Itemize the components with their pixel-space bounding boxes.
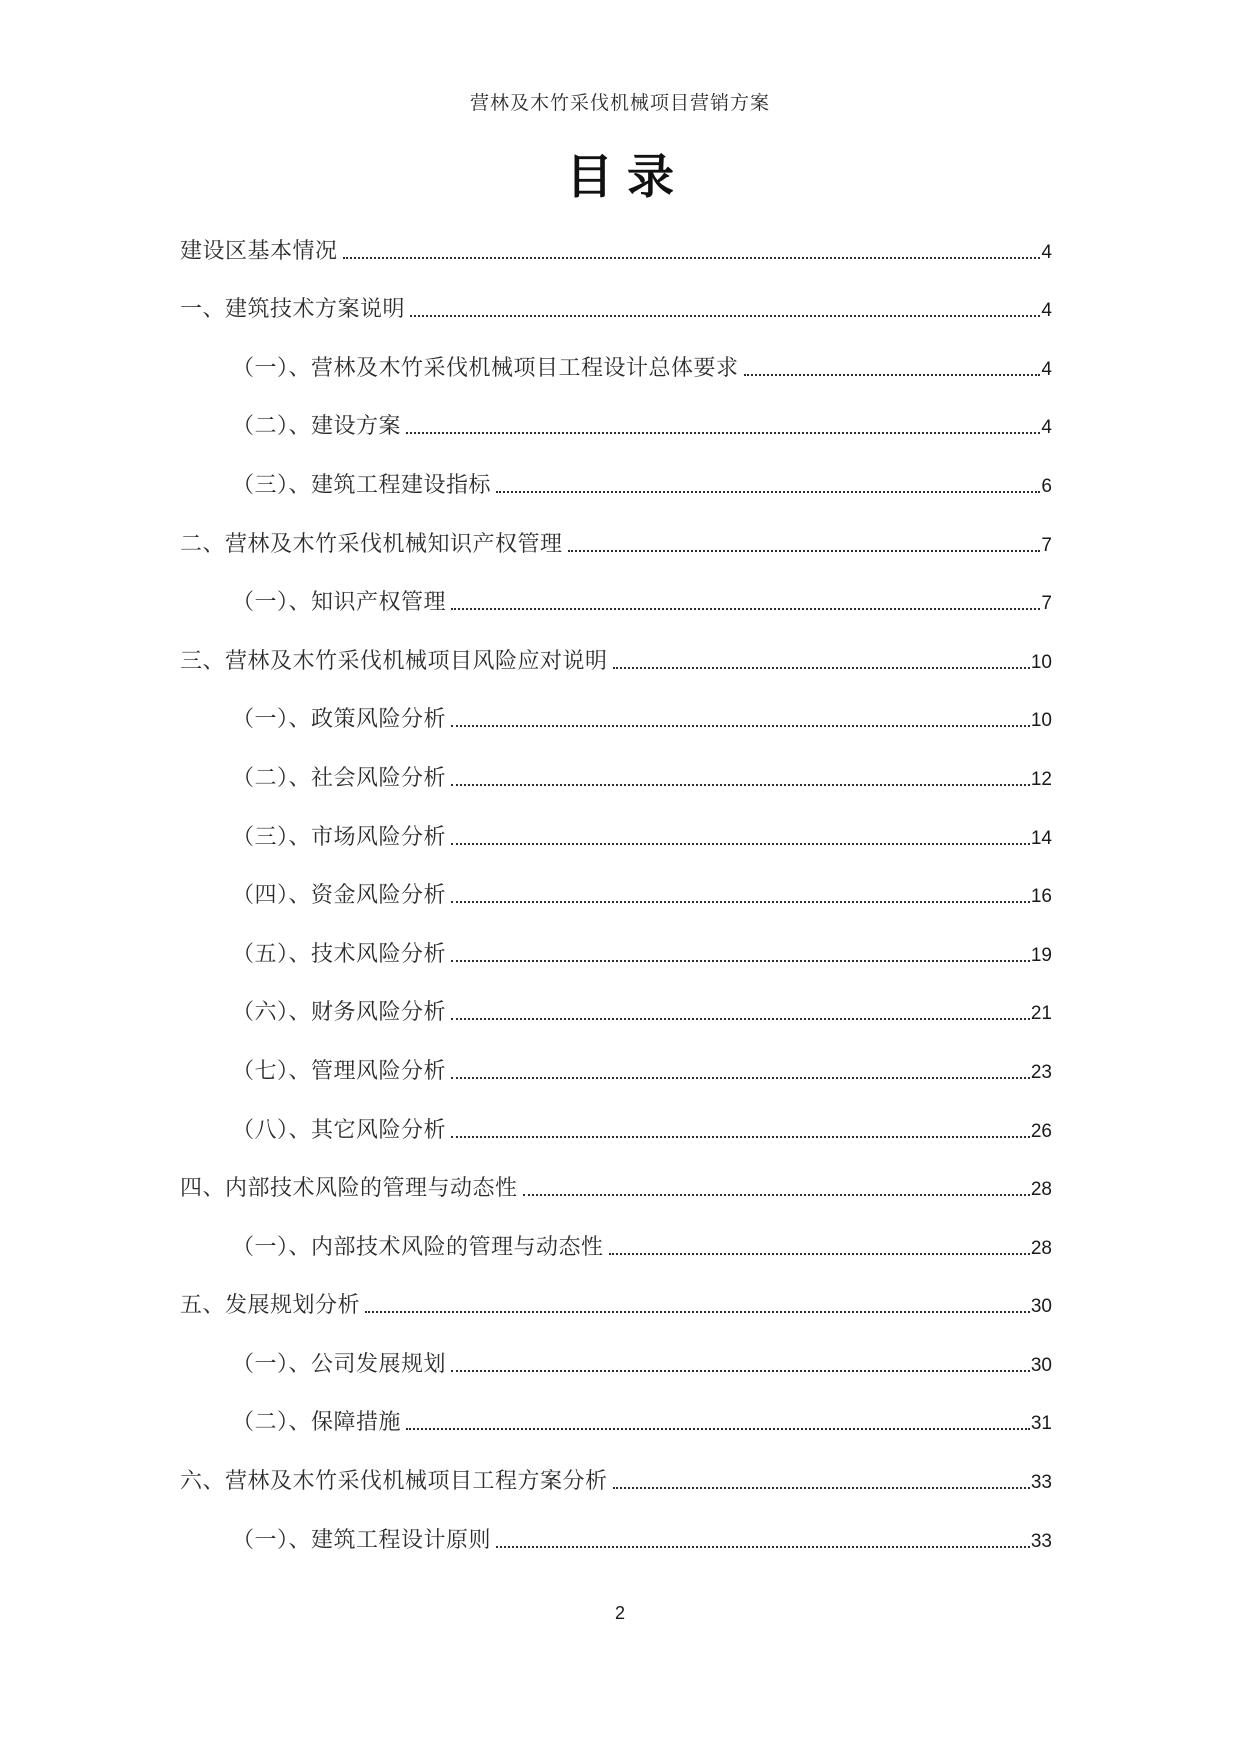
toc-entry-page-number: 31 [1030, 1413, 1052, 1435]
toc-entry[interactable] [180, 1261, 1052, 1320]
toc-dot-leader [496, 1546, 1030, 1548]
toc-entry-page-number: 23 [1030, 1061, 1052, 1083]
toc-entry-label: 建设区基本情况 [180, 237, 338, 263]
toc-entry[interactable] [180, 440, 1052, 499]
toc-entry-page-number: 14 [1030, 827, 1052, 849]
toc-dot-leader [451, 1077, 1030, 1079]
toc-entry[interactable] [180, 499, 1052, 558]
toc-entry-page-number: 4 [1041, 300, 1052, 322]
toc-entry[interactable] [180, 733, 1052, 792]
toc-entry[interactable] [180, 1495, 1052, 1554]
toc-entry-page-number: 6 [1041, 475, 1052, 497]
toc-entry-page-number: 10 [1030, 651, 1052, 673]
toc-entry-label: （二）、保障措施 [232, 1409, 402, 1435]
toc-entry-page-number: 4 [1041, 417, 1052, 439]
toc-entry[interactable] [180, 265, 1052, 324]
toc-entry[interactable] [180, 558, 1052, 617]
toc-entry-label: （一）、内部技术风险的管理与动态性 [232, 1233, 604, 1259]
toc-entry[interactable] [180, 792, 1052, 851]
toc-entry-label: （六）、财务风险分析 [232, 999, 447, 1025]
toc-dot-leader [406, 1428, 1030, 1430]
toc-dot-leader [451, 784, 1030, 786]
toc-dot-leader [451, 725, 1030, 727]
toc-entry-label: （一）、知识产权管理 [232, 589, 447, 615]
toc-dot-leader [613, 667, 1030, 669]
toc-dot-leader [523, 1194, 1030, 1196]
toc-entry-page-number: 10 [1030, 710, 1052, 732]
document-header-text: 营林及木竹采伐机械项目营销方案 [469, 93, 770, 114]
toc-entry-page-number: 4 [1041, 358, 1052, 380]
toc-dot-leader [365, 1311, 1030, 1313]
toc-entry-page-number: 28 [1030, 1179, 1052, 1201]
toc-entry-label: （三）、建筑工程建设指标 [232, 471, 492, 497]
toc-entry-label: 五、发展规划分析 [180, 1292, 361, 1318]
toc-entry-page-number: 7 [1041, 593, 1052, 615]
toc-dot-leader [451, 1018, 1030, 1020]
toc-dot-leader [744, 374, 1041, 376]
toc-entry-label: 四、内部技术风险的管理与动态性 [180, 1175, 518, 1201]
toc-entry-page-number: 28 [1030, 1237, 1052, 1259]
toc-entry-label: （二）、社会风险分析 [232, 764, 447, 790]
toc-entry-page-number: 33 [1030, 1530, 1052, 1552]
toc-entry[interactable] [180, 1144, 1052, 1203]
toc-dot-leader [343, 257, 1041, 259]
toc-dot-leader [496, 491, 1040, 493]
toc-dot-leader [451, 960, 1030, 962]
toc-dot-leader [451, 901, 1030, 903]
toc-entry-label: （一）、政策风险分析 [232, 706, 447, 732]
toc-dot-leader [568, 550, 1041, 552]
footer-page-number: 2 [614, 1603, 625, 1623]
toc-entry-page-number: 30 [1030, 1296, 1052, 1318]
toc-entry[interactable] [180, 1026, 1052, 1085]
toc-entry-label: （一）、公司发展规划 [232, 1350, 447, 1376]
toc-entry-page-number: 12 [1030, 768, 1052, 790]
toc-entry-label: （一）、营林及木竹采伐机械项目工程设计总体要求 [232, 354, 739, 380]
toc-entry-page-number: 4 [1041, 241, 1052, 263]
toc-entry[interactable] [180, 1436, 1052, 1495]
toc-dot-leader [451, 1136, 1030, 1138]
toc-entry-label: （三）、市场风险分析 [232, 823, 447, 849]
toc-entry-page-number: 30 [1030, 1354, 1052, 1376]
toc-entry[interactable] [180, 1378, 1052, 1437]
toc-entry[interactable] [180, 382, 1052, 441]
toc-entry-label: （四）、资金风险分析 [232, 882, 447, 908]
toc-entry-page-number: 26 [1030, 1120, 1052, 1142]
toc-entry[interactable] [180, 968, 1052, 1027]
toc-dot-leader [451, 843, 1030, 845]
toc-entry[interactable] [180, 323, 1052, 382]
toc-entry-label: （一）、建筑工程设计原则 [232, 1526, 492, 1552]
toc-entry[interactable] [180, 909, 1052, 968]
toc-entry-label: （二）、建设方案 [232, 413, 402, 439]
toc-entry-label: （七）、管理风险分析 [232, 1057, 447, 1083]
toc-entry-page-number: 16 [1030, 886, 1052, 908]
toc-entry-page-number: 19 [1030, 944, 1052, 966]
toc-entry[interactable] [180, 1202, 1052, 1261]
toc-dot-leader [406, 432, 1040, 434]
toc-entry-label: （五）、技术风险分析 [232, 940, 447, 966]
toc-list [180, 206, 1052, 1554]
toc-entry[interactable] [180, 206, 1052, 265]
toc-entry-label: 一、建筑技术方案说明 [180, 296, 406, 322]
toc-entry[interactable] [180, 675, 1052, 734]
toc-dot-leader [609, 1253, 1030, 1255]
toc-dot-leader [451, 608, 1040, 610]
toc-entry-label: 三、营林及木竹采伐机械项目风险应对说明 [180, 647, 608, 673]
toc-dot-leader [451, 1370, 1030, 1372]
toc-entry-page-number: 33 [1030, 1472, 1052, 1494]
toc-entry[interactable] [180, 616, 1052, 675]
toc-entry[interactable] [180, 1319, 1052, 1378]
toc-entry-page-number: 7 [1041, 534, 1052, 556]
toc-entry-label: 二、营林及木竹采伐机械知识产权管理 [180, 530, 563, 556]
toc-title: 目录 [566, 152, 688, 204]
toc-entry-page-number: 21 [1030, 1003, 1052, 1025]
toc-dot-leader [410, 315, 1040, 317]
toc-entry-label: 六、营林及木竹采伐机械项目工程方案分析 [180, 1468, 608, 1494]
toc-entry[interactable] [180, 851, 1052, 910]
toc-dot-leader [613, 1487, 1030, 1489]
toc-entry[interactable] [180, 1085, 1052, 1144]
toc-entry-label: （八）、其它风险分析 [232, 1116, 447, 1142]
